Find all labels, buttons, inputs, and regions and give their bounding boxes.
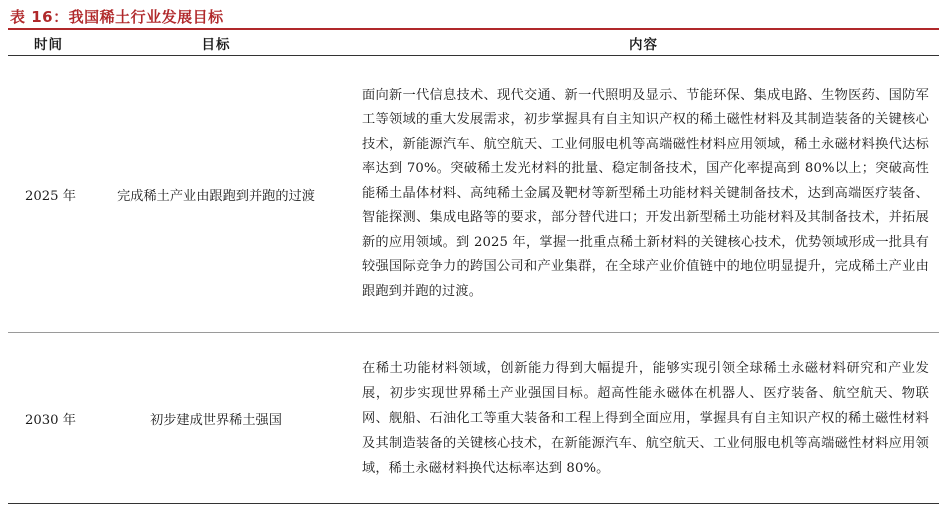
table-row <box>8 56 939 333</box>
row-goal: 完成稀土产业由跟跑到并跑的过渡 <box>84 56 348 333</box>
row-content: 在稀土功能材料领域，创新能力得到大幅提升，能够实现引领全球稀土永磁材料研究和产业发展，初步实现世界稀土产业强国目标。超高性能永磁体在机器人、医疗装备、航空航天、物联网、舰船、石油化工等重大装备和工程上得到全面应用，掌握具有自主知识产权的稀土磁性材料及其制造装备的关键核心技术，在新能源汽车、航空航天、工业伺服电机等高端磁性材料应用领域，稀土永磁材料换代达标率达到 80%。 <box>348 333 939 504</box>
goals-table <box>8 30 939 504</box>
row-time: 2030 年 <box>8 333 84 504</box>
row-goal: 初步建成世界稀土强国 <box>84 333 348 504</box>
table-caption: 表 16：我国稀土行业发展目标 <box>8 6 939 30</box>
table-row <box>8 333 939 504</box>
header-time: 时间 <box>8 30 84 56</box>
row-time: 2025 年 <box>8 56 84 333</box>
header-content: 内容 <box>348 30 939 56</box>
table-header-row <box>8 30 939 56</box>
header-goal: 目标 <box>84 30 348 56</box>
row-content: 面向新一代信息技术、现代交通、新一代照明及显示、节能环保、集成电路、生物医药、国防军工等领域的重大发展需求，初步掌握具有自主知识产权的稀土磁性材料及其制造装备的关键核心技术，新能源汽车、航空航天、工业伺服电机等高端磁性材料应用领域，稀土永磁材料换代达标率达到 70%。突破稀土发光材料的批量、稳定制备技术，国产化率提高到 80%以上；突破高性能稀土晶体材料、高纯稀土金属及靶材等新型稀土功能材料关键制备技术，达到高端医疗装备、智能探测、集成电路等的要求，部分替代进口；开发出新型稀土功能材料及其制备技术，并拓展新的应用领域。到 2025 年，掌握一批重点稀土新材料的关键核心技术，优势领域形成一批具有较强国际竞争力的跨国公司和产业集群，在全球产业价值链中的地位明显提升，完成稀土产业由跟跑到并跑的过渡。 <box>348 56 939 333</box>
